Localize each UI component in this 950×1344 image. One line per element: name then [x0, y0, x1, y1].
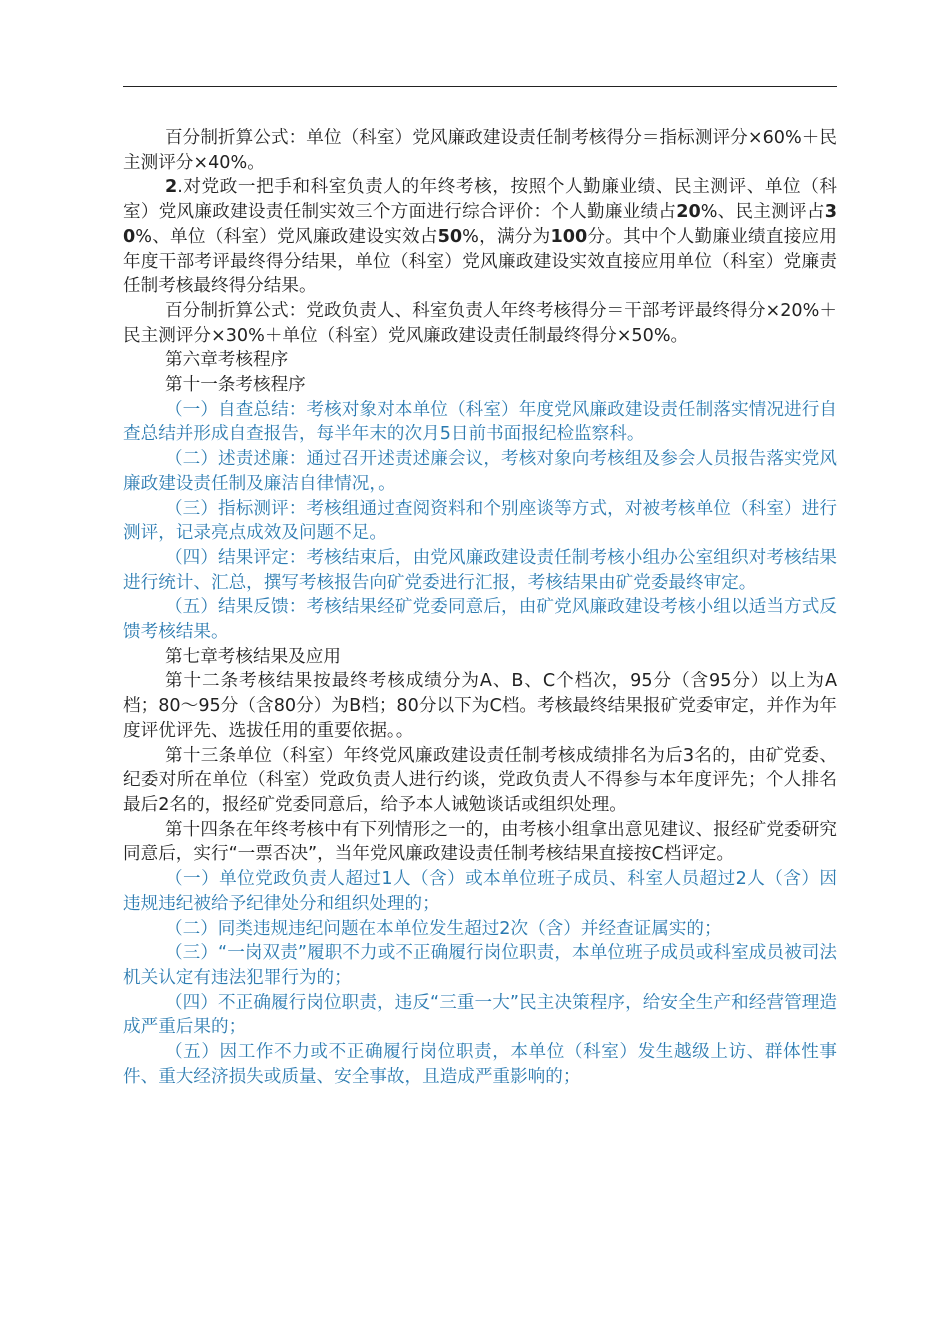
veto-item-3: （三）“一岗双责”履职不力或不正确履行岗位职责，本单位班子成员或科室成员被司法机关认定有违法犯罪行为的；	[123, 943, 837, 988]
procedure-step-4: （四）结果评定：考核结束后，由党风廉政建设责任制考核小组办公室组织对考核结果进行统计、汇总，撰写考核报告向矿党委进行汇报，考核结果由矿党委最终审定。	[123, 547, 837, 593]
veto-item-5: （五）因工作不力或不正确履行岗位职责，本单位（科室）发生越级上访、群体性事件、重大经济损失或质量、安全事故，且造成严重影响的；	[123, 1042, 837, 1087]
veto-item-2: （二）同类违规违纪问题在本单位发生超过2次（含）并经查证属实的；	[165, 918, 722, 939]
veto-item-4: （四）不正确履行岗位职责，违反“三重一大”民主决策程序，给安全生产和经营管理造成严重后果的；	[123, 992, 837, 1038]
article-12: 第十二条考核结果按最终考核成绩分为A、B、C个档次，95分（含95分）以上为A档；80～95分（含80分）为B档；80分以下为C档。考核最终结果报矿党委审定，并作为年度评优评先、选拔任用的重要依据。。	[123, 671, 837, 741]
chapter-7-heading: 第七章考核结果及应用	[165, 646, 341, 667]
formula-paragraph-1: 百分制折算公式：单位（科室）党风廉政建设责任制考核得分＝指标测评分×60%＋民主测评分×40%。	[123, 128, 837, 173]
formula-paragraph-2: 百分制折算公式：党政负责人、科室负责人年终考核得分＝干部考评最终得分×20%＋民主测评分×30%＋单位（科室）党风廉政建设责任制最终得分×50%。	[123, 300, 837, 346]
procedure-step-2: （二）述责述廉：通过召开述责述廉会议，考核对象向考核组及参会人员报告落实党风廉政建设责任制及廉洁自律情况，。	[123, 449, 837, 494]
article-11-heading: 第十一条考核程序	[165, 375, 306, 396]
procedure-step-1: （一）自查总结：考核对象对本单位（科室）年度党风廉政建设责任制落实情况进行自查总结并形成自查报告，每半年末的次月5日前书面报纪检监察科。	[123, 399, 837, 445]
article-13: 第十三条单位（科室）年终党风廉政建设责任制考核成绩排名为后3名的，由矿党委、纪委对所在单位（科室）党政负责人进行约谈，党政负责人不得参与本年度评先；个人排名最后2名的，报经矿党委同意后，给予本人诫勉谈话或组织处理。	[123, 745, 837, 815]
header-rule	[123, 86, 837, 87]
article-14: 第十四条在年终考核中有下列情形之一的，由考核小组拿出意见建议、报经矿党委研究同意后，实行“一票否决”，当年党风廉政建设责任制考核结果直接按C档评定。	[123, 819, 837, 865]
veto-item-1: （一）单位党政负责人超过1人（含）或本单位班子成员、科室人员超过2人（含）因违规违纪被给予纪律处分和组织处理的；	[123, 869, 837, 914]
chapter-6-heading: 第六章考核程序	[165, 350, 289, 371]
item-number: 2	[165, 177, 178, 198]
document-body	[123, 126, 837, 1089]
paragraph-item-2: 2.对党政一把手和科室负责人的年终考核，按照个人勤廉业绩、民主测评、单位（科室）党风廉政建设责任制实效三个方面进行综合评价：个人勤廉业绩占20%、民主测评占30%、单位（科室）党风廉政建设实效占50%，满分为100分。其中个人勤廉业绩直接应用年度干部考评最终得分结果，单位（科室）党风廉政建设实效直接应用单位（科室）党廉责任制考核最终得分结果。	[123, 177, 837, 297]
procedure-step-5: （五）结果反馈：考核结果经矿党委同意后，由矿党风廉政建设考核小组以适当方式反馈考核结果。	[123, 597, 837, 643]
procedure-step-3: （三）指标测评：考核组通过查阅资料和个别座谈等方式，对被考核单位（科室）进行测评，记录亮点成效及问题不足。	[123, 498, 837, 544]
